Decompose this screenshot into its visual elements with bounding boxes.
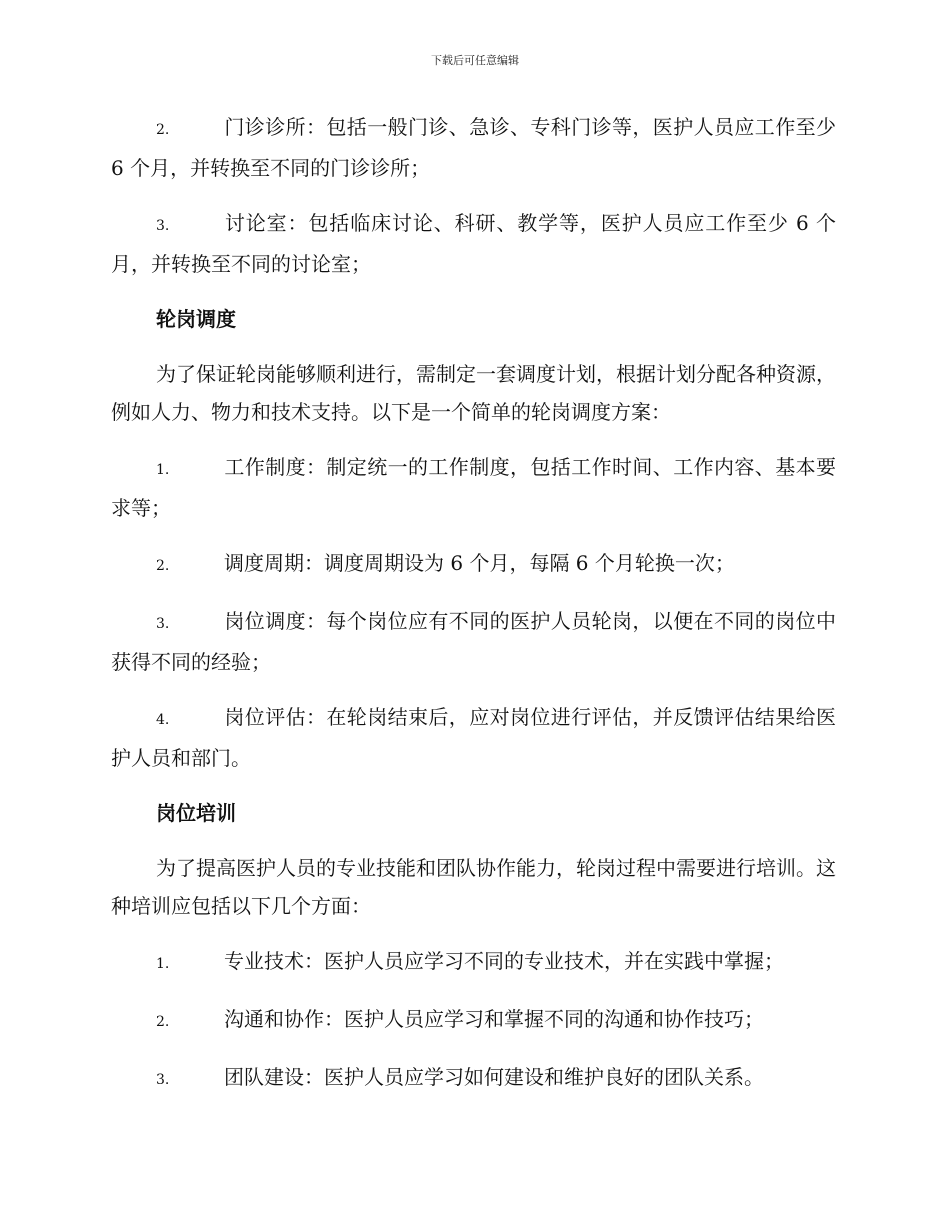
list-number: 4. — [156, 712, 170, 728]
list-number: 2. — [156, 558, 170, 574]
list-text: 调度周期：调度周期设为 6 个月，每隔 6 个月轮换一次； — [224, 551, 735, 575]
section-heading-position-training: 岗位培训 — [156, 801, 236, 825]
list-item — [111, 1000, 836, 1041]
list-text: 岗位评估：在轮岗结束后，应对岗位进行评估，并反馈评估结果给医护人员和部门。 — [111, 705, 836, 770]
document-body — [111, 108, 836, 1116]
page-header: 下载后可任意编辑 — [431, 54, 519, 67]
list-number: 3. — [156, 616, 170, 632]
list-item — [111, 942, 836, 983]
list-item — [111, 544, 836, 585]
list-text: 工作制度：制定统一的工作制度，包括工作时间、工作内容、基本要求等； — [111, 455, 836, 520]
list-item — [111, 1058, 836, 1099]
list-number: 1. — [156, 462, 170, 478]
list-item — [111, 698, 836, 777]
list-number: 2. — [156, 122, 170, 138]
list-text: 专业技术：医护人员应学习不同的专业技术，并在实践中掌握； — [224, 949, 784, 973]
list-number: 3. — [156, 218, 170, 234]
list-text: 岗位调度：每个岗位应有不同的医护人员轮岗，以便在不同的岗位中获得不同的经验； — [111, 609, 836, 674]
list-number: 2. — [156, 1014, 170, 1030]
list-item — [111, 448, 836, 527]
list-item — [111, 204, 836, 283]
list-item — [111, 108, 836, 187]
list-text: 沟通和协作：医护人员应学习和掌握不同的沟通和协作技巧； — [224, 1007, 764, 1031]
section-heading-rotation-scheduling: 轮岗调度 — [156, 307, 236, 331]
list-number: 1. — [156, 956, 170, 972]
list-text: 讨论室：包括临床讨论、科研、教学等，医护人员应工作至少 6 个月，并转换至不同的讨论室； — [111, 211, 836, 276]
list-number: 3. — [156, 1072, 170, 1088]
list-text: 门诊诊所：包括一般门诊、急诊、专科门诊等，医护人员应工作至少 6 个月，并转换至不同的门诊诊所； — [111, 115, 836, 180]
list-item — [111, 602, 836, 681]
paragraph: 为了提高医护人员的专业技能和团队协作能力，轮岗过程中需要进行培训。这种培训应包括以下几个方面： — [111, 856, 836, 918]
list-text: 团队建设：医护人员应学习如何建设和维护良好的团队关系。 — [224, 1065, 764, 1089]
paragraph: 为了保证轮岗能够顺利进行，需制定一套调度计划，根据计划分配各种资源，例如人力、物力和技术支持。以下是一个简单的轮岗调度方案： — [111, 362, 836, 424]
